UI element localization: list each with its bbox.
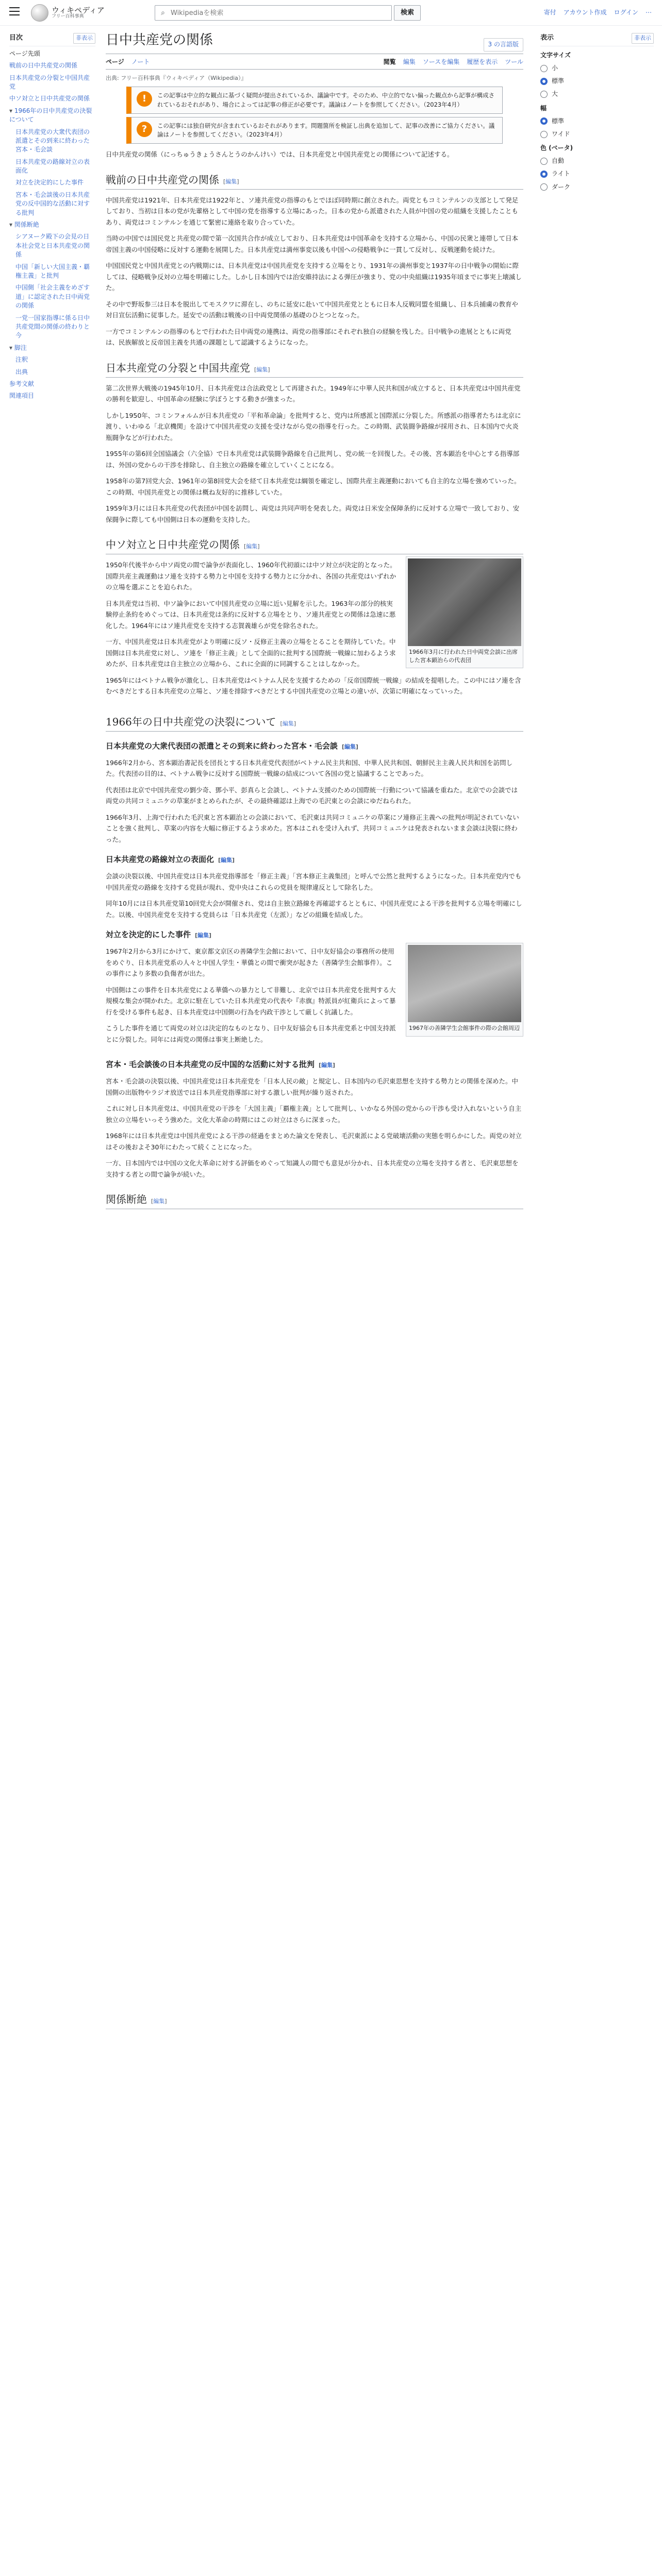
color-option[interactable] xyxy=(540,182,654,192)
toc-item[interactable]: 一党一国家指導に係る日中共産党間の関係の終わりと今 xyxy=(15,314,90,340)
radio-button[interactable] xyxy=(540,117,548,125)
paragraph: 一方、日本国内では中国の文化大革命に対する評価をめぐって知識人の間でも意見が分かれ、日本共産党の立場を支持する者と、毛沢東思想を支持する者との間で論争が続いた。 xyxy=(106,1159,519,1178)
paragraph: 中国側はこの事件を日本共産党による華僑への暴力として非難し、北京では日本共産党を批判する大規模な集会が開かれた。北京に駐在していた日本共産党の代表や『赤旗』特派員が紅衛兵によって暴行を受ける事件も起き、日本共産党は中国側の行為を内政干渉として厳しく抗議した。 xyxy=(106,986,396,1016)
text-size-label: 文字サイズ xyxy=(540,51,571,59)
site-header xyxy=(0,0,662,26)
figure xyxy=(406,943,523,1036)
toc-item[interactable]: 中ソ対立と日中共産党の関係 xyxy=(9,95,90,103)
globe-icon xyxy=(31,4,48,22)
paragraph: しかし1950年、コミンフォルムが日本共産党の「平和革命論」を批判すると、党内は所感派と国際派に分裂した。所感派の指導者たちは北京に渡り、いわゆる「北京機関」を設けて中国共産党の支援を受けながら党の指導を行った。この時期、武装闘争路線が採用され、日本国内で火炎瓶闘争などが行われた。 xyxy=(106,411,521,442)
figure-photo[interactable] xyxy=(408,945,521,1022)
radio-button[interactable] xyxy=(540,91,548,98)
edit-section-link[interactable]: 編集 xyxy=(225,178,237,185)
page-tabs xyxy=(106,57,523,70)
paragraph: 一方、中国共産党は日本共産党がより明確に反ソ・反修正主義の立場をとることを期待していた。中国側は日本共産党に対し、ソ連を「修正主義」として全面的に批判する国際統一戦線に加わるよう求めたが、日本共産党は自主独立の立場から、これに全面的に同調することはしなかった。 xyxy=(106,638,396,668)
paragraph: 中国共産党は1921年、日本共産党は1922年と、ソ連共産党の指導のもとでほぼ同時期に創立された。両党ともコミンテルンの支部として発足しており、当初は日本の党が先輩格として中国の党を指導する立場にあった。日本の党から派遣された人員が中国の党の組織を支援したこともあり、両党はコミンテルンを通じて緊密に連絡を取り合っていた。 xyxy=(106,196,519,226)
toc-title: 目次 xyxy=(9,34,23,42)
toc-item[interactable]: 日本共産党の分裂と中国共産党 xyxy=(9,74,90,90)
radio-button[interactable] xyxy=(540,158,548,165)
toc-item[interactable]: 注釈 xyxy=(15,356,28,364)
radio-label: ワイド xyxy=(552,130,570,138)
edit-section-link[interactable]: 編集 xyxy=(344,743,356,750)
toc-item[interactable]: 関連項目 xyxy=(9,392,35,400)
section-heading: 日本共産党の分裂と中国共産党 [編集] xyxy=(106,360,523,378)
toc-item[interactable]: 日本共産党の大衆代表団の派遣とその到来に終わった宮本・毛会談 xyxy=(15,128,90,154)
tab-tools[interactable]: ツール xyxy=(505,58,523,65)
tab-page[interactable]: ページ xyxy=(106,58,124,65)
paragraph: 1966年3月、上海で行われた毛沢東と宮本顕治との会談において、毛沢東は共同コミュニケの草案にソ連修正主義への批判が明記されていないことを強く批判し、草案の内容を大幅に修正するよう求めた。宮本はこれを受け入れず、共同コミュニケは発表されないまま会談は決裂に終わった。 xyxy=(106,813,519,843)
toc-item[interactable]: ▾ 関係断絶 xyxy=(9,221,95,229)
paragraph: こうした事件を通じて両党の対立は決定的なものとなり、日中友好協会も日本共産党系と中国支持派とに分裂した。同年には両党の関係は事実上断絶した。 xyxy=(106,1024,396,1043)
npov-notice-text: この記事は中立的な観点に基づく疑問が提出されているか、議論中です。そのため、中立的でない偏った観点から記事が構成されているおそれがあり、場合によっては記事の修正が必要です。議論はノートを参照してください。（2023年4月） xyxy=(157,92,495,108)
toc-item[interactable]: シアヌーク殿下の会見の日本社会党と日本共産党の関係 xyxy=(15,233,90,259)
page-title: 日中共産党の関係 xyxy=(106,32,213,48)
toc-item[interactable]: 中国側「社会主義をめざす道」に認定された日中両党の関係 xyxy=(15,284,90,310)
edit-section-link[interactable]: 編集 xyxy=(153,1198,165,1205)
edit-section-link[interactable]: 編集 xyxy=(221,857,233,864)
width-label: 幅 xyxy=(540,104,547,112)
user-links xyxy=(544,8,652,18)
radio-label: 小 xyxy=(552,64,558,72)
appearance-panel xyxy=(540,33,654,195)
table-of-contents xyxy=(0,33,95,404)
paragraph: これに対し日本共産党は、中国共産党の干渉を「大国主義」「覇権主義」として批判し、いかなる外国の党からの干渉も受け入れないという自主独立の立場をいっそう強めた。文化大革命の時期にはこの対立はさらに深まった。 xyxy=(106,1105,522,1124)
figure-caption: 1967年の善隣学生会館事件の際の会館周辺 xyxy=(409,1025,520,1032)
paragraph: 1959年3月には日本共産党の代表団が中国を訪問し、両党は共同声明を発表した。両党は日米安全保障条約に反対する立場で一致しており、安保闘争に際しても中国側は日本の運動を支持した。 xyxy=(106,504,520,523)
toc-item[interactable]: 出典 xyxy=(15,368,28,376)
logo-tagline: フリー百科事典 xyxy=(52,14,84,20)
toc-item[interactable]: 対立を決定的にした事件 xyxy=(15,179,84,187)
subsection-heading: 宮本・毛会談後の日本共産党の反中国的な活動に対する批判 [編集] xyxy=(106,1060,336,1070)
figure xyxy=(406,556,523,668)
section-heading: 戦前の日中共産党の関係 [編集] xyxy=(106,172,523,190)
warning-icon: ? xyxy=(137,122,152,137)
original-research-notice xyxy=(126,117,503,144)
paragraph: 同年10月には日本共産党第10回党大会が開催され、党は自主独立路線を再確認するとともに、中国共産党による干渉を批判する立場を明確にした。以後、中国共産党を支持する党員らは「日本共産党（左派）」などの組織を結成した。 xyxy=(106,900,522,919)
width-option[interactable] xyxy=(540,129,654,139)
language-button[interactable]: 3 の言語版 xyxy=(484,38,523,51)
toc-item[interactable]: ページ先頭 xyxy=(9,49,40,57)
subsection-heading: 日本共産党の路線対立の表面化 [編集] xyxy=(106,855,235,865)
color-option[interactable] xyxy=(540,156,654,166)
radio-label: ライト xyxy=(552,170,570,178)
edit-section-link[interactable]: 編集 xyxy=(321,1062,333,1069)
tab-read[interactable]: 閲覧 xyxy=(383,58,396,65)
paragraph: 1966年2月から、宮本顕治書記長を団長とする日本共産党代表団がベトナム民主共和国、中華人民共和国、朝鮮民主主義人民共和国を訪問した。代表団の目的は、ベトナム戦争に反対する国際統一戦線の結成について各国の党と協議することであった。 xyxy=(106,758,513,778)
figure-photo[interactable] xyxy=(408,558,521,646)
logo-title: ウィキペディア xyxy=(52,5,105,15)
donate-link[interactable]: 寄付 xyxy=(543,9,556,16)
text-option[interactable] xyxy=(540,76,654,86)
intro-paragraph: 日中共産党の関係（にっちゅうきょうさんとうのかんけい）では、日本共産党と中国共産党との関係について記述する。 xyxy=(106,150,454,159)
warning-icon: ! xyxy=(137,91,152,107)
create-account-link[interactable]: アカウント作成 xyxy=(563,9,607,16)
subsection-heading: 対立を決定的にした事件 [編集] xyxy=(106,930,212,940)
appearance-hide-button[interactable]: 非表示 xyxy=(632,33,654,44)
main-menu-icon[interactable] xyxy=(9,7,20,15)
section-heading: 関係断絶 [編集] xyxy=(106,1191,523,1209)
toc-item[interactable]: ▾ 1966年の日中共産党の決裂について xyxy=(9,107,95,125)
search-button[interactable]: 検索 xyxy=(394,5,421,21)
paragraph: 1968年には日本共産党は中国共産党による干渉の経過をまとめた論文を発表し、毛沢東派による党破壊活動の実態を明らかにした。両党の対立はその後およそ30年にわたって続くことになった。 xyxy=(106,1132,522,1151)
search-icon: ⌕ xyxy=(161,8,165,17)
edit-section-link[interactable]: 編集 xyxy=(197,932,209,939)
original-research-notice-text: この記事には独自研究が含まれているおそれがあります。問題箇所を検証し出典を追加して、記事の改善にご協力ください。議論はノートを参照してください。（2023年4月） xyxy=(157,122,495,139)
radio-label: 自動 xyxy=(552,157,565,165)
appearance-title: 表示 xyxy=(540,34,554,42)
paragraph: 1955年の第6回全国協議会（六全協）で日本共産党は武装闘争路線を自己批判し、党の統一を回復した。その後、宮本顕治を中心とする指導部は、外国の党からの干渉を排除し、自主独立の路線を確立していくことになる。 xyxy=(106,450,520,469)
section-heading: 1966年の日中共産党の決裂について [編集] xyxy=(106,714,523,732)
toc-item[interactable]: 参考文献 xyxy=(9,380,35,387)
paragraph: 宮本・毛会談の決裂以後、中国共産党は日本共産党を「日本人民の敵」と規定し、日本国内の毛沢東思想を支持する勢力との関係を深めた。中国側の出版物やラジオ放送では日本共産党指導部に対する激しい批判が繰り返された。 xyxy=(106,1077,519,1096)
figure-caption: 1966年3月に行われた日中両党会談に出席した宮本顕治らの代表団 xyxy=(409,649,518,664)
section-heading: 中ソ対立と日中共産党の関係 [編集] xyxy=(106,536,523,554)
radio-button[interactable] xyxy=(540,131,548,138)
paragraph: 第二次世界大戦後の1945年10月、日本共産党は合法政党として再建された。1949年に中華人民共和国が成立すると、日本共産党は中国共産党の勝利を歓迎し、中国革命の経験に学ぼうとする動きが強まった。 xyxy=(106,384,521,403)
toc-item[interactable]: 日本共産党の路線対立の表面化 xyxy=(15,158,90,175)
radio-label: 標準 xyxy=(552,77,565,85)
edit-section-link[interactable]: 編集 xyxy=(282,720,294,727)
toc-item[interactable]: 中国「新しい大国主義・覇権主義」と批判 xyxy=(15,263,90,279)
color-option[interactable] xyxy=(540,169,654,179)
width-option[interactable] xyxy=(540,116,654,126)
radio-button[interactable] xyxy=(540,65,548,72)
paragraph: その中で野坂参三は日本を脱出してモスクワに滞在し、のちに延安に赴いて中国共産党とともに日本人反戦同盟を組織し、日本兵捕虜の教育や対日宣伝活動に従事した。延安での活動は戦後の日中両党関係の基礎のひとつとなった。 xyxy=(106,300,519,319)
radio-button[interactable] xyxy=(540,78,548,85)
text-option[interactable] xyxy=(540,89,654,99)
tab-talk[interactable]: ノート xyxy=(131,58,150,65)
wikipedia-logo[interactable] xyxy=(31,3,108,23)
paragraph: 1967年2月から3月にかけて、東京都文京区の善隣学生会館において、日中友好協会の事務所の使用をめぐり、日本共産党系の人々と中国人学生・華僑との間で衝突が起きた（善隣学生会館事件）。この事件により多数の負傷者が出た。 xyxy=(106,947,394,978)
radio-label: 大 xyxy=(552,90,558,98)
paragraph: 1958年の第7回党大会、1961年の第8回党大会を経て日本共産党は綱領を確定し、国際共産主義運動においても自主的な立場を強めていった。この時期、中国共産党との関係は概ね友好的に推移していた。 xyxy=(106,477,521,496)
edit-section-link[interactable]: 編集 xyxy=(246,543,258,550)
toc-item[interactable]: 戦前の日中共産党の関係 xyxy=(9,62,78,70)
paragraph: 一方でコミンテルンの指導のもとで行われた日中両党の連携は、両党の指導部にそれぞれ独自の経験を残した。日中戦争の進展とともに両党は、民族解放と反帝国主義を共通の課題として認識するようになった。 xyxy=(106,327,511,347)
npov-notice xyxy=(126,87,503,114)
search-input[interactable] xyxy=(171,9,391,17)
color-label: 色 (ベータ) xyxy=(540,144,573,152)
toc-hide-button[interactable]: 非表示 xyxy=(73,33,95,44)
paragraph: 中国国民党と中国共産党との内戦期には、日本共産党は中国共産党を支持する立場をとり、1931年の満州事変と1937年の日中戦争の開始に際しては、侵略戦争反対の立場を明確にした。しかし日本国内では治安維持法による弾圧が強まり、党の中央組織は1935年頃までに事実上壊滅した。 xyxy=(106,262,522,292)
radio-label: ダーク xyxy=(552,183,571,191)
paragraph: 日本共産党は当初、中ソ論争において中国共産党の立場に近い見解を示した。1963年の部分的核実験停止条約をめぐっては、日本共産党は条約に反対する立場をとり、ソ連共産党との関係は急速に悪化した。1964年にはソ連共産党を支持する志賀義雄らが党を除名された。 xyxy=(106,599,396,630)
paragraph: 会談の決裂以後、中国共産党は日本共産党指導部を「修正主義」「宮本修正主義集団」と呼んで公然と批判するようになった。日本共産党内でも中国共産党の路線を支持する党員が現れ、党中央はこれらの党員を規律違反として除名した。 xyxy=(106,872,522,891)
radio-button[interactable] xyxy=(540,183,548,191)
tab-edit-source[interactable]: ソースを編集 xyxy=(422,58,460,65)
edit-section-link[interactable]: 編集 xyxy=(256,366,268,373)
tab-history[interactable]: 履歴を表示 xyxy=(467,58,498,65)
toc-item[interactable]: ▾ 脚注 xyxy=(9,344,95,352)
search-box xyxy=(155,5,392,21)
text-option[interactable] xyxy=(540,63,654,73)
main-content xyxy=(106,30,523,1209)
radio-label: 標準 xyxy=(552,117,565,125)
radio-button[interactable] xyxy=(540,171,548,178)
more-menu-icon[interactable]: ⋯ xyxy=(646,9,652,16)
paragraph: 当時の中国では国民党と共産党の間で第一次国共合作が成立しており、日本共産党は中国革命を支持する立場から、中国の民衆と連帯して日本帝国主義の中国侵略に反対する運動を展開した。日本共産党は満州事変以後も中国への侵略戦争に一貫して反対し、反戦運動を続けた。 xyxy=(106,234,519,253)
paragraph: 代表団は北京で中国共産党の劉少奇、鄧小平、彭真らと会談し、ベトナム支援のための国際統一行動について協議を重ねた。北京での会談では両党の共同コミュニケの草案がまとめられたが、その最終確認は上海での毛沢東との会談にゆだねられた。 xyxy=(106,786,518,805)
paragraph: 1950年代後半から中ソ両党の間で論争が表面化し、1960年代初頭には中ソ対立が決定的となった。国際共産主義運動はソ連を支持する勢力と中国を支持する勢力とに分かれ、各国の共産党はいずれかの立場を選ぶことを迫られた。 xyxy=(106,561,396,591)
subsection-heading: 日本共産党の大衆代表団の派遣とその到来に終わった宮本・毛会談 [編集] xyxy=(106,741,358,751)
login-link[interactable]: ログイン xyxy=(614,9,638,16)
toc-item[interactable]: 宮本・毛会談後の日本共産党の反中国的な活動に対する批判 xyxy=(15,191,90,216)
paragraph: 1965年にはベトナム戦争が激化し、日本共産党はベトナム人民を支援するための「反帝国際統一戦線」の結成を提唱した。この中にはソ連を含むべきだとする日本共産党の立場と、ソ連を排除すべきだとする中国共産党の立場との違いが、次第に明確になっていった。 xyxy=(106,676,521,696)
tab-edit[interactable]: 編集 xyxy=(403,58,416,65)
site-sub: 出典: フリー百科事典『ウィキペディア（Wikipedia）』 xyxy=(106,74,247,81)
